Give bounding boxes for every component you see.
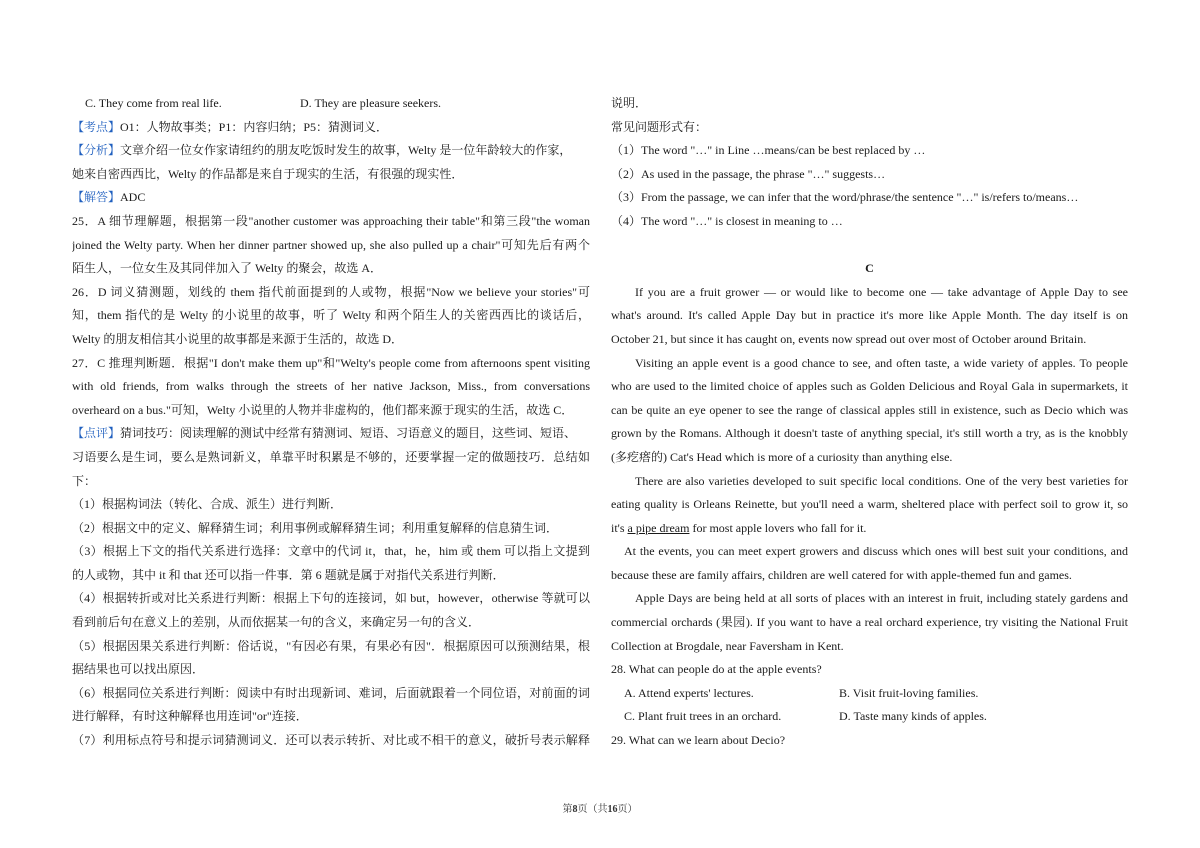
tip-2: （2）根据文中的定义、解释猜生词；利用事例或解释猜生词；利用重复解释的信息猜生词． — [72, 520, 559, 535]
page-footer — [0, 800, 1200, 815]
form-2: （2）As used in the passage, the phrase "…" suggests… — [611, 166, 886, 181]
kaodian-text: O1：人物故事类；P1：内容归纳；P5：猜测词义． — [120, 119, 389, 134]
p2-line-5: (多疙瘩的) Cat's Head which is more of a curiosity than anything else. — [611, 449, 953, 464]
underlined-phrase: a pipe dream — [627, 520, 690, 535]
footer-prefix: 第 — [562, 804, 573, 815]
p3-line-3 — [611, 517, 1128, 541]
q28-option-a: A. Attend experts' lectures. — [624, 685, 754, 700]
footer-middle: 页（共 — [577, 804, 608, 815]
q28-option-c: C. Plant fruit trees in an orchard. — [624, 709, 782, 724]
kaodian-line — [72, 116, 590, 140]
q25-line-2: joined the Welty party. When her dinner partner showed up, she also pulled up a chair"可知先后有两个 — [72, 237, 590, 252]
dianping-line-2: 习语要么是生词，要么是熟词新义，单靠平时积累是不够的，还要掌握一定的做题技巧．总结如 — [72, 449, 590, 464]
p4-line-1: At the events, you can meet expert growers and discuss which ones will best suit your conditions, and — [624, 544, 1128, 559]
dianping-line — [72, 422, 590, 446]
p3-pre: it's — [611, 520, 628, 535]
options-c-d — [72, 92, 590, 116]
tip-6-line-2: 进行解释，有时这种解释也用连词"or"连接． — [72, 709, 308, 724]
p2-line-1: Visiting an apple event is a good chance to see, and often taste, a wide variety of apples. To people — [635, 355, 1128, 370]
left-column — [72, 92, 590, 753]
p3-line-1: There are also varieties developed to suit specific local conditions. One of the very best varieties for — [635, 473, 1128, 488]
q25-line-1: 25．A 细节理解题，根据第一段"another customer was approaching their table"和第三段"the woman — [72, 213, 590, 228]
p5-line-2: commercial orchards (果园). If you want to have a real orchard experience, try visiting the National Fruit — [611, 615, 1128, 630]
jieda-text: ADC — [120, 190, 146, 205]
p1-line-1: If you are a fruit grower — or would like to become one — take advantage of Apple Day to see — [635, 284, 1128, 299]
form-1: （1）The word "…" in Line …means/can be best replaced by … — [611, 143, 926, 158]
jieda-line — [72, 186, 590, 210]
explain-text: 说明． — [611, 96, 648, 110]
q27-line-3: overheard on a bus."可知，Welty 小说里的人物并非虚构的，他们都来源于现实的生活，故选 C． — [72, 402, 574, 417]
q26-line-1: 26．D 词义猜测题，划线的 them 指代前面提到的人或物，根据"Now we believe your stories"可 — [72, 284, 590, 299]
p1-line-2: what's around. It's called Apple Day but in practice it's more like Apple Month. The day itself is on — [611, 308, 1128, 323]
footer-page-number: 8 — [572, 804, 578, 815]
option-d: D. They are pleasure seekers. — [300, 96, 442, 110]
q28-option-b: B. Visit fruit-loving families. — [839, 685, 979, 700]
p5-line-3: Collection at Brogdale, near Faversham in Kent. — [611, 638, 844, 653]
tip-3-line-2: 的人或物，其中 it 和 that 还可以指一件事．第 6 题就是属于对指代关系进行判断． — [72, 567, 505, 582]
blank-line — [611, 234, 1128, 258]
fenxi-line — [72, 139, 590, 163]
form-3: （3）From the passage, we can infer that the word/phrase/the sentence "…" is/refers to/means… — [611, 190, 1079, 205]
question-28: 28. What can people do at the apple events? — [611, 662, 822, 677]
q25-line-3: 陌生人，一位女生及其同伴加入了 Welty 的聚会，故选 A． — [72, 261, 383, 276]
fenxi-tag: 【分析】 — [72, 143, 121, 158]
dianping-tag: 【点评】 — [72, 426, 121, 441]
q28-options-ab — [611, 682, 1128, 706]
tip-6-line-1: （6）根据同位关系进行判断：阅读中有时出现新词、难词，后面就跟着一个同位语，对前面的词 — [72, 685, 590, 700]
p5-line-1: Apple Days are being held at all sorts of places with an interest in fruit, including stately gardens and — [635, 591, 1128, 606]
q28-options-cd — [611, 705, 1128, 729]
tip-5-line-1: （5）根据因果关系进行判断：俗话说，"有因必有果，有果必有因"．根据原因可以预测结果，根 — [72, 638, 590, 653]
p2-line-3: can be quite an eye opener to see the range of classical apples still in existence, such as Decio which was — [611, 402, 1128, 417]
footer-suffix: 页） — [617, 804, 638, 815]
p1-line-3: October 21, but since it has caught on, events now spread out over most of October around Britain. — [611, 331, 1087, 346]
fenxi-line-2: 她来自密西西比，Welty 的作品都是来自于现实的生活，有很强的现实性． — [72, 166, 464, 181]
p2-line-2: who are used to the limited choice of apples such as Golden Delicious and Royal Gala in supermarkets, it — [611, 379, 1128, 394]
tip-5-line-2: 据结果也可以找出原因． — [72, 662, 205, 677]
p3-post: for most apple lovers who fall for it. — [689, 520, 867, 535]
option-c: C. They come from real life. — [85, 96, 222, 110]
form-4: （4）The word "…" is closest in meaning to … — [611, 213, 843, 228]
tip-1: （1）根据构词法（转化、合成、派生）进行判断． — [72, 497, 343, 512]
right-column — [611, 92, 1128, 753]
common-forms-heading: 常见问题形式有： — [611, 119, 708, 134]
p2-line-4: grown by the Romans. Although it doesn't taste of anything special, it's still worth a try, as is the knobbly — [611, 426, 1128, 441]
p4-line-2: because these are family affairs, children are well catered for with apple-themed fun and games. — [611, 567, 1072, 582]
footer-total-pages: 16 — [607, 804, 618, 815]
section-title: C — [865, 261, 874, 276]
question-29: 29. What can we learn about Decio? — [611, 733, 786, 748]
tip-4-line-2: 看到前后句在意义上的差别，从而依据某一句的含义，来确定另一句的含义． — [72, 615, 481, 630]
tip-7-line-1: （7）利用标点符号和提示词猜测词义．还可以表示转折、对比或不相干的意义，破折号表示解释 — [72, 733, 590, 748]
q26-line-3: Welty 的朋友相信其小说里的故事都是来源于生活的，故选 D． — [72, 331, 404, 346]
jieda-tag: 【解答】 — [72, 190, 121, 205]
tip-4-line-1: （4）根据转折或对比关系进行判断：根据上下句的连接词，如 but，however，otherwise 等就可以 — [72, 591, 590, 606]
dianping-text: 猜词技巧：阅读理解的测试中经常有猜测词、短语、习语意义的题目，这些词、短语、 — [120, 426, 577, 441]
fenxi-text: 文章介绍一位女作家请纽约的朋友吃饭时发生的故事，Welty 是一位年龄较大的作家， — [120, 143, 572, 158]
kaodian-tag: 【考点】 — [72, 119, 121, 134]
dianping-line-3: 下： — [72, 473, 97, 488]
q27-line-2: with old friends, from walks through the streets of her native Jackson, Miss., from conversations — [72, 379, 590, 394]
q26-line-2: 知，them 指代的是 Welty 的小说里的故事，听了 Welty 和两个陌生人的关密西西比的谈话后， — [72, 308, 590, 323]
p3-line-2: eating quality is Orleans Reinette, but you'll need a warm, sheltered place with perfect soil to grow it, so — [611, 497, 1128, 512]
q27-line-1: 27．C 推理判断题．根据"I don't make them up"和"Welty's people come from afternoons spent visiting — [72, 355, 590, 370]
q28-option-d: D. Taste many kinds of apples. — [839, 709, 987, 724]
tip-3-line-1: （3）根据上下文的指代关系进行选择：文章中的代词 it，that，he，him 或 them 可以指上文提到 — [72, 544, 590, 559]
